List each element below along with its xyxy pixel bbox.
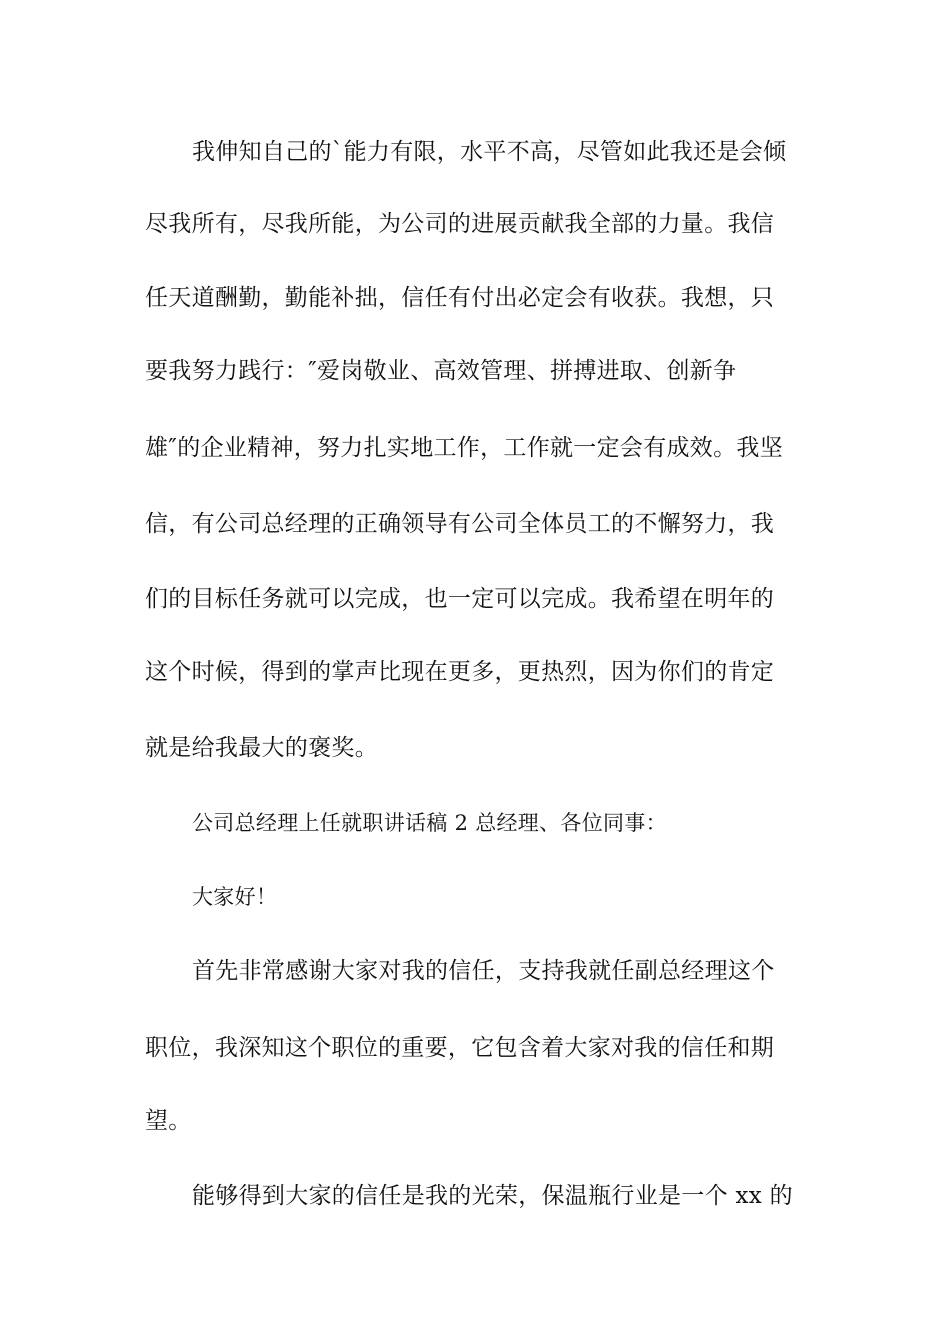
paragraph-1-line-2: 尽我所有，尽我所能，为公司的进展贡献我全部的力量。我信 — [145, 211, 775, 237]
paragraph-2-line-2: 职位，我深知这个职位的重要，它包含着大家对我的信任和期 — [145, 1035, 775, 1061]
paragraph-1-line-6: 信，有公司总经理的正确领导有公司全体员工的不懈努力，我 — [145, 511, 775, 537]
paragraph-1-line-1: 我伸知自己的`能力有限，水平不高，尽管如此我还是会倾 — [192, 139, 787, 165]
paragraph-1-line-7: 们的目标任务就可以完成，也一定可以完成。我希望在明年的 — [145, 586, 775, 612]
paragraph-1-line-5: 雄″的企业精神，努力扎实地工作，工作就一定会有成效。我坚 — [145, 435, 783, 461]
paragraph-2-line-3: 望。 — [145, 1108, 192, 1134]
paragraph-2-line-1: 首先非常感谢大家对我的信任，支持我就任副总经理这个 — [192, 958, 775, 984]
paragraph-1-line-4: 要我努力践行：″爱岗敬业、高效管理、拼搏进取、创新争 — [145, 358, 737, 384]
greeting: 大家好！ — [192, 885, 278, 909]
section-heading: 公司总经理上任就职讲话稿 2 总经理、各位同事： — [192, 811, 667, 835]
paragraph-1-line-3: 任天道酬勤，勤能补拙，信任有付出必定会有收获。我想，只 — [145, 285, 775, 311]
paragraph-3-line-1: 能够得到大家的信任是我的光荣，保温瓶行业是一个 xx 的 — [192, 1183, 793, 1209]
paragraph-1-line-8: 这个时候，得到的掌声比现在更多，更热烈，因为你们的肯定 — [145, 659, 775, 685]
paragraph-1-line-9: 就是给我最大的褒奖。 — [145, 735, 378, 761]
